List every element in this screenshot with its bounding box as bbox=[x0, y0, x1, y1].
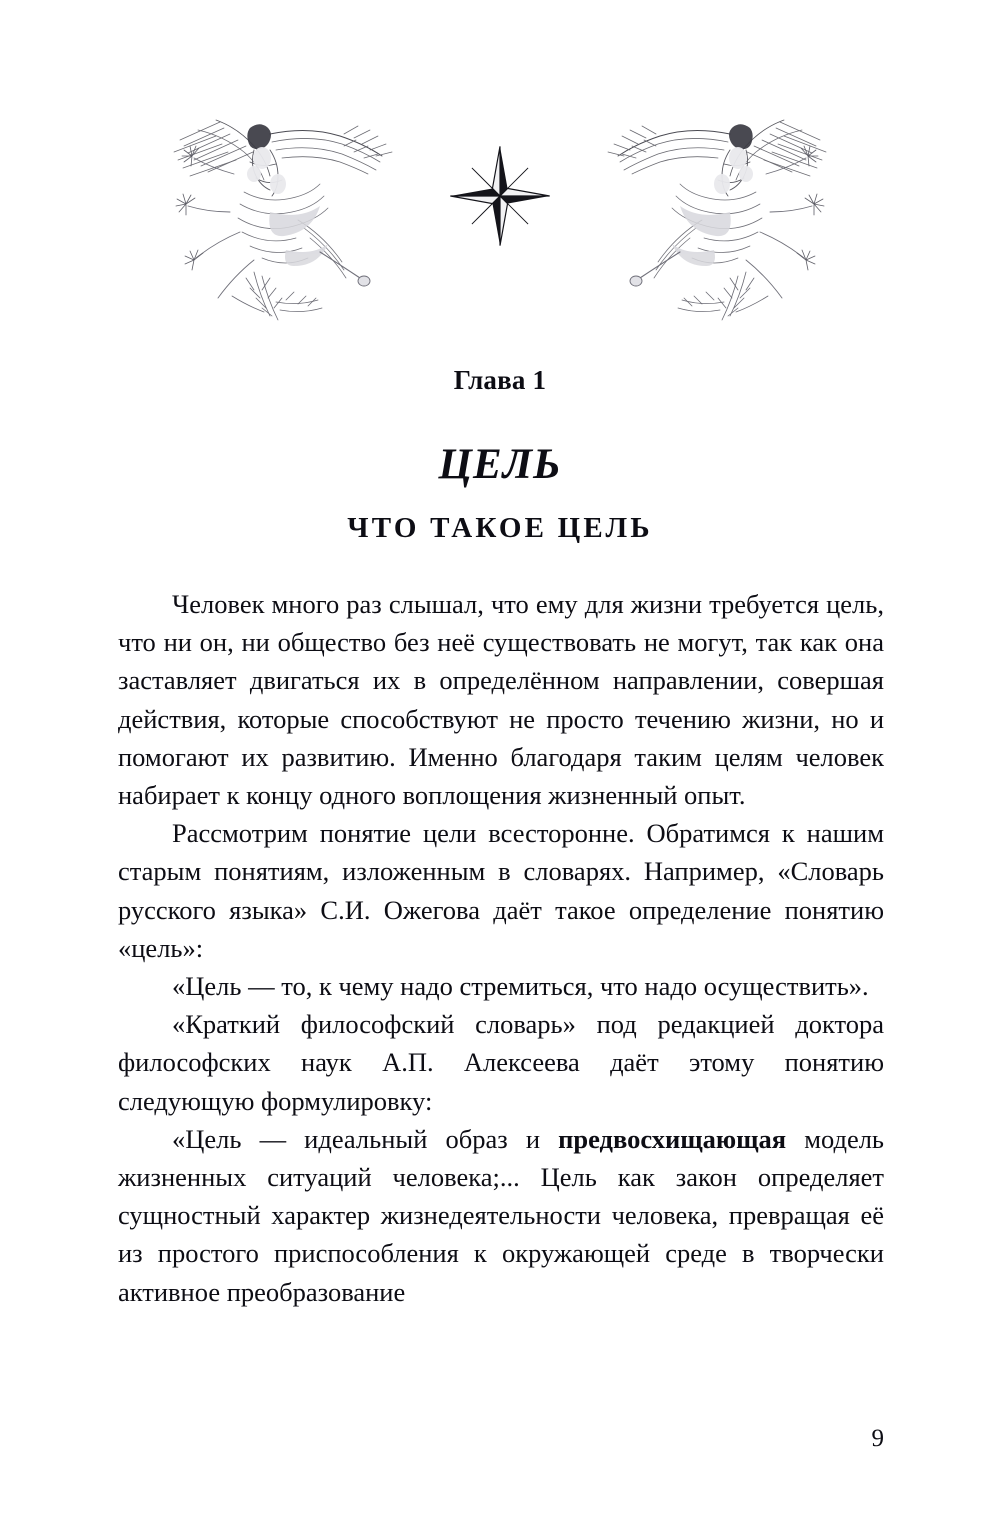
chapter-label: Глава 1 bbox=[453, 365, 547, 395]
paragraph-2: Рассмотрим понятие цели всесторонне. Обратимся к нашим старым понятиям, изложенным в словарях. Например, «Словарь русского языка» С.И. Ожегова даёт такое определение понятию «цель»: bbox=[118, 818, 884, 963]
paragraph-1: Человек много раз слышал, что ему для жизни требуется цель, что ни он, ни общество без неё существовать не могут, так как она заставляет двигаться их в определённом направлении, совершая действия, которые способствуют не просто течению жизни, но и помогают их развитию. Именно благодаря таким целям человек набирает к концу одного воплощения жизненный опыт. bbox=[118, 589, 884, 811]
paragraph-3: «Цель — то, к чему надо стремиться, что надо осуществить». bbox=[172, 971, 869, 1002]
ornament-band bbox=[0, 100, 1000, 335]
chapter-title: ЦЕЛЬ bbox=[438, 441, 562, 488]
paragraph-5 bbox=[118, 1120, 884, 1311]
paragraph-5-lead: «Цель — идеальный образ и bbox=[172, 1123, 559, 1154]
eight-point-compass-star-icon bbox=[446, 142, 554, 250]
body-text bbox=[118, 585, 884, 1311]
section-title: ЧТО ТАКОЕ ЦЕЛЬ bbox=[347, 512, 653, 544]
paragraph-4: «Краткий философский словарь» под редакцией доктора философских наук А.П. Алексеева даёт этому понятию следующую формулировку: bbox=[118, 1009, 884, 1116]
winged-muse-engraving-icon bbox=[158, 100, 408, 335]
paragraph-5-emphasis: предвосхищающая bbox=[558, 1123, 787, 1154]
page-number: 9 bbox=[871, 1425, 884, 1452]
paragraph-5-tail: модель жизненных ситуаций человека;... Цель как закон определяет сущностный характер жизнедеятельности человека, превращая её из простого приспособления к окружающей среде в творчески активное преобразование bbox=[118, 1123, 885, 1307]
winged-muse-engraving-mirrored-icon bbox=[592, 100, 842, 335]
